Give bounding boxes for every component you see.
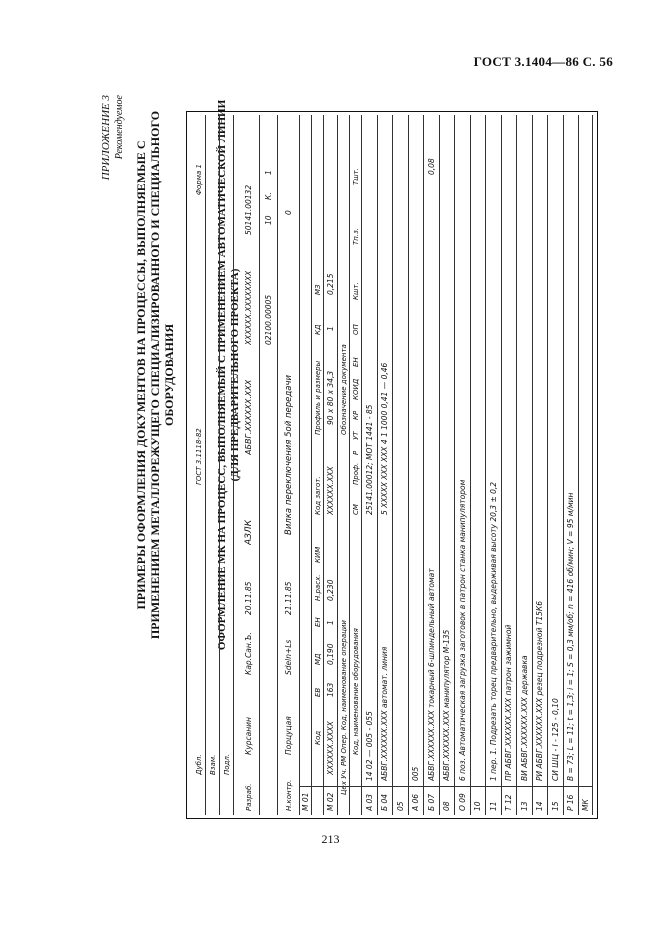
row-code: А 03 [364, 793, 374, 811]
row-ext: 25141.00012; МОТ 1441 - 85 [364, 404, 374, 515]
table-row [502, 115, 518, 815]
m01-row [300, 115, 312, 815]
code1: 02100.00005 [264, 294, 273, 345]
appendix-status: Рекомендуемое [114, 95, 125, 160]
col-ut: УТ [351, 431, 360, 440]
col-r: Р [351, 450, 360, 455]
table-row [548, 115, 564, 815]
ctrl-name: Порцуцая [284, 716, 293, 755]
m02-mz: 0,215 [326, 273, 335, 295]
m-h-en: ЕН [313, 617, 322, 627]
col-tpz: Тп.з. [351, 227, 360, 245]
m02-ev: 163 [326, 682, 335, 697]
table-row [455, 115, 471, 815]
sub-title-note: (ДЛЯ ПРЕДВАРИТЕЛЬНОГО ПРОЕКТА) [229, 268, 241, 482]
row-text: ПР АБВГ.ХХХХХХ.ХХХ патрон зажимной [504, 624, 514, 781]
m02-nrash: 0,230 [326, 579, 335, 601]
sheet: 1 [264, 170, 273, 175]
m02-md: 0,190 [326, 643, 335, 665]
form-label: Форма 1 [194, 163, 203, 195]
form-row-vzam [206, 115, 220, 815]
table-row [579, 115, 593, 815]
ctrl-label: Н.контр. [284, 779, 293, 811]
m-h-ev: ЕВ [313, 687, 322, 697]
col-ksht: Кшт. [351, 282, 360, 300]
a-header-row [338, 115, 350, 815]
row-text: 1 пер. 1. Подрезать торец предварительно, выдерживая высоту 20,3 ± 0,2 [488, 481, 498, 781]
part-name: Вилка переключения 5ой передачи [283, 375, 294, 535]
row-code: О 09 [457, 793, 467, 811]
form-content [192, 115, 592, 815]
ctrl-date: 21.11.85 [284, 581, 293, 615]
m-h-zag: Код загот. [313, 476, 322, 515]
table-row [533, 115, 549, 815]
table-row [409, 115, 425, 815]
table-row [486, 115, 502, 815]
control-row [278, 115, 300, 815]
route-card-form [186, 111, 598, 819]
m02-label: М 02 [326, 792, 335, 811]
sheets: 10 [264, 215, 273, 225]
table-row [517, 115, 533, 815]
row-code: МК [581, 799, 590, 811]
row-code: 05 [395, 801, 405, 811]
code-row [260, 115, 278, 815]
row-text: ВИ АБВГ.ХХХХХХ.ХХХ державка [519, 655, 529, 781]
row-code: Б 07 [426, 793, 436, 811]
m-h-kim: КИМ [313, 546, 322, 563]
col-tsht: Тшт. [351, 168, 360, 185]
page-number: 213 [321, 832, 340, 846]
m02-kod: ХХХХХХ.ХХХХ [326, 721, 335, 775]
row-code: Б 04 [380, 793, 390, 811]
side-label-dubl: Дубл. [194, 754, 203, 775]
row-text: 005 [411, 766, 421, 781]
ctrl-sign: Sdeln+Ls [284, 639, 293, 675]
m-h-prof: Профиль и размеры [313, 360, 322, 435]
form-top-row [192, 115, 206, 815]
row-text: АБВГ.ХХХХХХ.ХХХ автомат. линия [380, 646, 390, 781]
col-kr: КР [351, 410, 360, 420]
row-text: В = 73; L = 11; t = 1,3; i = 1; S = 0,3 мм/об; n = 416 об/мин; V = 95 м/мин [566, 492, 576, 781]
row-code: А 06 [411, 793, 421, 811]
row-text: 6 поз. Автоматическая загрузка заготовок в патрон станка манипулятором [457, 479, 467, 781]
appendix-label [100, 95, 126, 180]
table-row [378, 115, 394, 815]
row-text: АБВГ.ХХХХХХ.ХХХ токарный 6-шпиндельный автомат [426, 568, 436, 781]
row-code: 08 [442, 801, 452, 811]
row-text: АБВГ.ХХХХХХ.ХХХ манипулятор М-135 [442, 629, 452, 781]
row-code: 15 [550, 801, 560, 811]
doc-code2: ХХХХХХ.ХХХХХХХХ [244, 270, 253, 345]
a-header: Цех Уч. РМ Опер. Код, наименование операции [339, 620, 348, 795]
row-code: 13 [519, 801, 529, 811]
b-header: Код, наименование оборудования [351, 628, 360, 755]
row-code: Р 16 [566, 794, 576, 811]
col-op: ОП [351, 324, 360, 335]
m02-zag: ХХХХХХ.ХХХ [326, 466, 335, 515]
dev-date: 20.11.85 [244, 581, 253, 615]
gost-form-ref: ГОСТ 3.1118-82 [194, 428, 203, 485]
row-text: 14 02 — 005 - 055 [364, 711, 374, 781]
m-header-row [312, 115, 324, 815]
code2: 50141.00132 [244, 184, 253, 235]
a-doc: Обозначение документа [339, 344, 348, 435]
side-label-vzam: Взам. [208, 754, 217, 775]
col-sm: СМ [351, 504, 360, 515]
table-row [440, 115, 456, 815]
row-text: СИ ШЦ - I - 125 - 0,10 [550, 698, 560, 781]
col-koid: КОИД [351, 378, 360, 400]
appendix-number: ПРИЛОЖЕНИЕ 3 [100, 95, 112, 181]
row-code: 14 [535, 801, 545, 811]
m02-prof: 90 х 80 х 34,3 [326, 370, 335, 425]
table-row [393, 115, 409, 815]
side-label-podl: Подл. [222, 753, 231, 775]
table-row [471, 115, 487, 815]
m-h-kod: Код [313, 730, 322, 745]
m-h-md: МД [313, 653, 322, 665]
sub-title-line: ОФОРМЛЕНИЕ МК НА ПРОЦЕСС, ВЫПОЛНЯЕМЫЙ С ПРИМЕНЕНИЕМ АВТОМАТИЧЕСКОЙ ЛИНИИ [216, 99, 228, 651]
dev-label: Разраб. [244, 783, 253, 811]
m02-kd: 1 [326, 326, 335, 331]
dev-name: Курсанин [244, 717, 253, 755]
dev-sign: Кар.Сан.Ъ. [244, 632, 253, 675]
table-row [564, 115, 580, 815]
zero-value: 0 [284, 210, 293, 215]
row-ext: 5 ХХХХХ ХХХ ХХХ 4 1 1000 0,41 — 0,46 [380, 362, 390, 515]
gost-header: ГОСТ 3.1404—86 С. 56 [473, 54, 613, 69]
m02-en: 1 [326, 620, 335, 625]
row-code: 11 [488, 801, 498, 811]
form-row-podl [220, 115, 234, 815]
b-header-row [350, 115, 362, 815]
table-row [362, 115, 378, 815]
m-h-kd: КД [313, 324, 322, 335]
m02-row [324, 115, 338, 815]
m-h-mz: МЗ [313, 284, 322, 295]
code-k: К. [264, 192, 273, 200]
row-text: РИ АБВГ.ХХХХХХ.ХХХ резец подрезной Т15К6 [535, 601, 545, 781]
table-row [424, 115, 440, 815]
org: АЗЛК [243, 519, 254, 545]
col-en: ЕН [351, 357, 360, 367]
main-title: ПРИМЕРЫ ОФОРМЛЕНИЯ ДОКУМЕНТОВ НА ПРОЦЕССЫ, ВЫПОЛНЯЕМЫЕ С ПРИМЕНЕНИЕМ МЕТАЛЛОРЕЖУЩЕГО СПЕЦИАЛИЗИРОВАННОГО И СПЕЦИАЛЬНОГО ОБОРУДОВАНИЯ [134, 110, 176, 640]
developer-row [238, 115, 260, 815]
m-h-nrash: Н.расх. [313, 574, 322, 601]
row-ext: 0,08 [426, 158, 436, 175]
m01-label: М 01 [301, 792, 310, 811]
doc-code: АБВГ.ХХХХХХ.ХХХ [244, 379, 253, 455]
row-code: 10 [473, 801, 483, 811]
code-column-divider [300, 786, 593, 787]
col-prof: Проф. [351, 462, 360, 485]
row-code: Т 12 [504, 794, 514, 811]
